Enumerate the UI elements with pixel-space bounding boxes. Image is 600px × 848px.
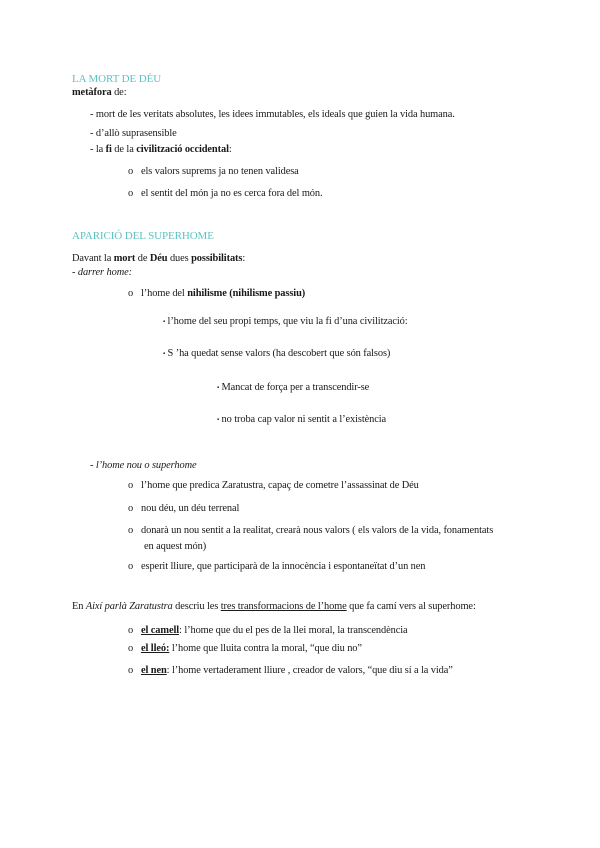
- square-bullet-icon: ▪: [217, 385, 220, 391]
- bullet-marker: o: [128, 188, 134, 199]
- transformation-text: [141, 624, 408, 638]
- bold-term: el nen: [141, 665, 167, 676]
- bullet-marker: o: [128, 561, 134, 572]
- text-fragment: : l’home que du el pes de la llei moral, la transcendència: [179, 625, 408, 636]
- sub-list-item: [128, 524, 494, 538]
- list-item: [90, 143, 232, 157]
- bold-term: nihilisme (nihilisme passiu): [187, 288, 306, 299]
- sub-list-item-text: els valors suprems ja no tenen validesa: [141, 166, 299, 177]
- bullet-marker: o: [128, 525, 134, 536]
- text-fragment: l’home que lluita contra la moral, “que diu no”: [169, 643, 362, 654]
- bold-term: Déu: [149, 253, 168, 264]
- square-bullet-icon: ▪: [163, 351, 166, 357]
- list-item: - d’allò suprasensible: [90, 128, 177, 139]
- sub-list-item-continuation: en aquest món): [144, 541, 207, 552]
- section-heading-superman: APARICIÓ DEL SUPERHOME: [72, 230, 214, 242]
- text-fragment: de la: [111, 144, 137, 155]
- text-fragment: l’home del: [141, 288, 188, 299]
- bullet-marker: o: [128, 625, 134, 636]
- level4-item: [217, 413, 386, 427]
- text-fragment: :: [228, 144, 232, 155]
- level4-item-text: Mancat de força per a transcendir-se: [221, 382, 370, 393]
- square-bullet-icon: ▪: [217, 417, 220, 423]
- metaphor-intro: [72, 86, 127, 100]
- bold-term: fi: [105, 144, 112, 155]
- transformation-text: [141, 664, 453, 678]
- bold-term: el lleó:: [141, 643, 170, 654]
- text-fragment: : l’home vertaderament lliure , creador de valors, “que diu sí a la vida”: [166, 665, 453, 676]
- text-fragment: que fa camí vers al superhome:: [346, 601, 476, 612]
- bullet-marker: o: [128, 288, 134, 299]
- metaphor-term: metàfora: [72, 87, 112, 98]
- bold-term: el camell: [141, 625, 180, 636]
- book-title: Així parlà Zaratustra: [85, 601, 173, 612]
- text-fragment: :: [242, 253, 246, 264]
- bullet-marker: o: [128, 480, 134, 491]
- sub-list-item-text: l’home que predica Zaratustra, capaç de cometre l’assassinat de Déu: [141, 480, 419, 491]
- text-fragment: descriu les: [172, 601, 221, 612]
- level3-item: [163, 347, 390, 361]
- sub-list-item: [128, 287, 306, 301]
- sub-list-item-text: nou déu, un déu terrenal: [141, 503, 240, 514]
- text-fragment: - la: [90, 144, 106, 155]
- sub-list-item-text: [141, 287, 305, 301]
- square-bullet-icon: ▪: [163, 319, 166, 325]
- text-fragment: Davant la: [72, 253, 114, 264]
- text-fragment: de: [135, 253, 150, 264]
- transformation-item: [128, 642, 362, 656]
- transformation-item: [128, 664, 453, 678]
- sub-list-item-text: el sentit del món ja no es cerca fora del món.: [141, 188, 323, 199]
- possibilities-intro: [72, 252, 245, 266]
- transformation-item: [128, 624, 408, 638]
- metaphor-intro-rest: de:: [111, 87, 127, 98]
- bold-term: civilització occidental: [136, 144, 229, 155]
- level3-item-text: l’home del seu propi temps, que viu la fi d’una civilització:: [167, 316, 408, 327]
- underlined-phrase: tres transformacions de l’home: [220, 601, 347, 612]
- bullet-marker: o: [128, 166, 134, 177]
- transformation-text: [141, 642, 362, 656]
- section-heading-death-of-god: LA MORT DE DÉU: [72, 73, 162, 85]
- list-item: - mort de les veritats absolutes, les idees immutables, els ideals que guien la vida humana.: [90, 109, 455, 120]
- text-fragment: En: [72, 601, 86, 612]
- zaratustra-paragraph: [72, 600, 476, 614]
- sub-list-item: [128, 187, 323, 201]
- sub-list-item: [128, 479, 419, 493]
- sub-list-item: [128, 560, 426, 574]
- level4-item-text: no troba cap valor ni sentit a l’existència: [221, 414, 387, 425]
- level3-item: [163, 315, 408, 329]
- sub-list-item: [128, 502, 240, 516]
- bullet-marker: o: [128, 665, 134, 676]
- sub-list-item-text: esperit lliure, que participarà de la innocència i espontaneïtat d’un nen: [141, 561, 426, 572]
- level4-item: [217, 381, 369, 395]
- bullet-marker: o: [128, 643, 134, 654]
- last-man-label: - darrer home:: [72, 267, 132, 278]
- bold-term: mort: [113, 253, 136, 264]
- sub-list-item-text: donarà un nou sentit a la realitat, crearà nous valors ( els valors de la vida, fonamentats: [141, 525, 494, 536]
- bullet-marker: o: [128, 503, 134, 514]
- text-fragment: dues: [167, 253, 192, 264]
- sub-list-item: [128, 165, 299, 179]
- new-man-label: - l’home nou o superhome: [90, 460, 197, 471]
- level3-item-text: S ’ha quedat sense valors (ha descobert que són falsos): [167, 348, 391, 359]
- bold-term: possibilitats: [191, 253, 243, 264]
